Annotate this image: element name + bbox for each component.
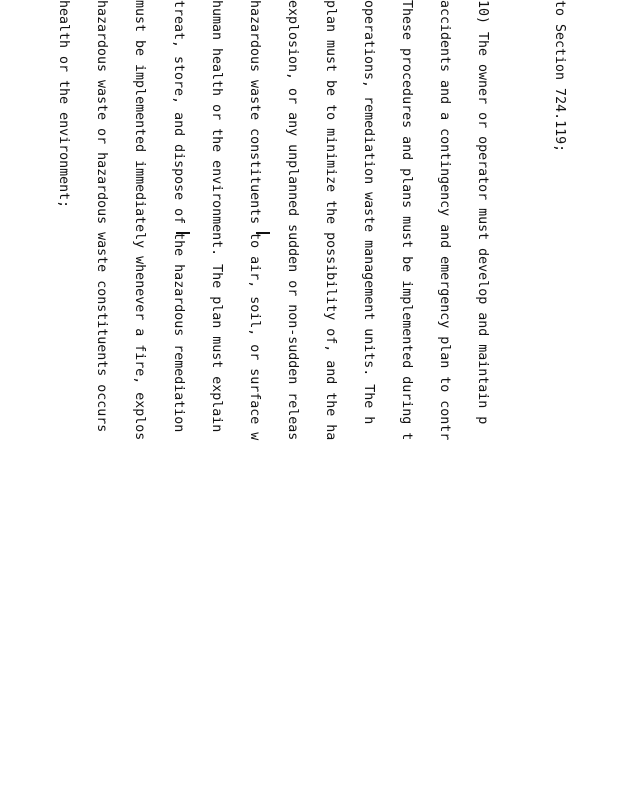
paragraph-10-line: plan must be to minimize the possibility of, and the ha [322,0,338,441]
paragraph-10-line: These procedures and plans must be implemented during t [399,0,415,441]
paragraph-10-line: explosion, or any unplanned sudden or non-sudden releas [284,0,300,441]
paragraph-10-line: operations, remediation waste management units. The h [361,0,377,425]
paragraph-10-line: treat, store, and dispose of the hazardous remediation [170,0,186,433]
paragraph-10-line: accidents and a contingency and emergency plan to contr [437,0,453,441]
paragraph-10-line: 10) The owner or operator must develop and maintain p [475,0,491,425]
paragraph-10-line: hazardous waste constituents to air, soil, or surface w [246,0,262,441]
section-reference: to Section 724.119; [551,0,567,153]
paragraph-10-line: hazardous waste or hazardous waste constituents occurs [94,0,110,433]
paragraph-10-line: health or the environment; [56,0,72,209]
paragraph-10-line: human health or the environment. The plan must explain [208,0,224,433]
paragraph-10-line: must be implemented immediately whenever a fire, explos [132,0,148,441]
